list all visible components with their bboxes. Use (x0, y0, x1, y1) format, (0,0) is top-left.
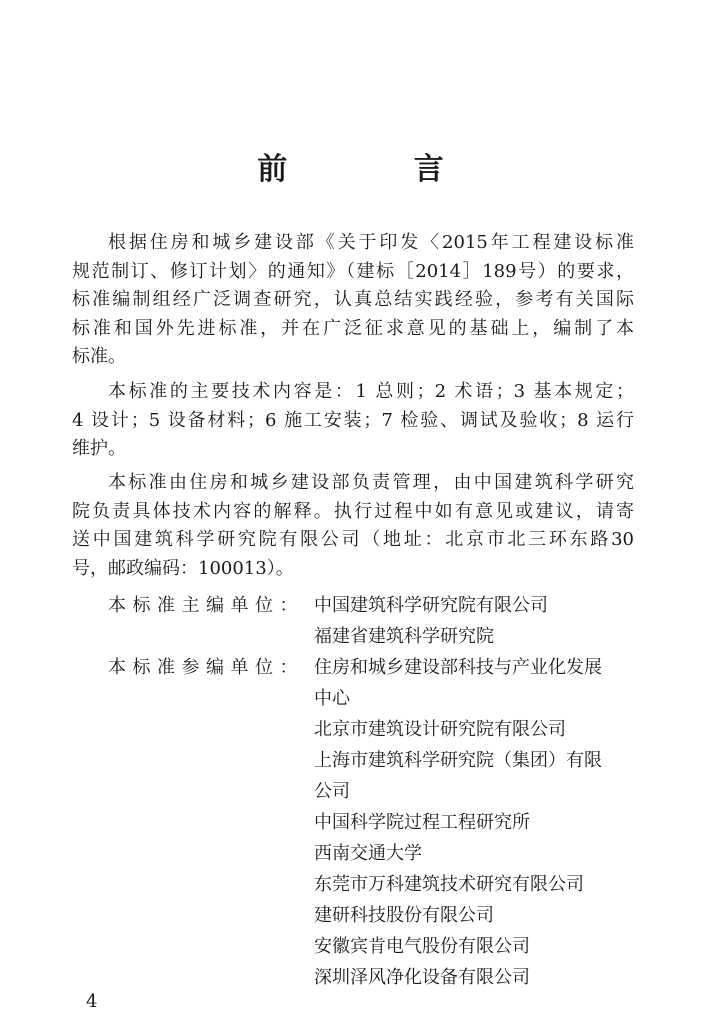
paragraph-line: 标准编制组经广泛调查研究，认真总结实践经验，参考有关国际 (72, 289, 634, 310)
paragraph-basis (72, 229, 634, 372)
paragraph-line: 标准和国外先进标准，并在广泛征求意见的基础上，编制了本 (72, 317, 634, 339)
page-number: 4 (86, 991, 98, 1012)
paragraph-line: 院负责具体技术内容的解释。执行过程中如有意见或建议，请寄 (72, 500, 634, 522)
paragraph-line: 4 设计；5 设备材料；6 施工安装；7 检验、调试及验收；8 运行 (72, 409, 634, 431)
chief-editor-label: 本标准主编单位： (108, 595, 304, 616)
paragraph-line: 维护。 (72, 438, 126, 459)
participating-editor-unit: 深圳泽风净化设备有限公司 (314, 967, 530, 988)
paragraph-management (72, 469, 634, 583)
participating-editor-unit: 西南交通大学 (314, 843, 422, 864)
chief-editor-list (314, 590, 648, 652)
participating-editor-row (108, 652, 648, 993)
participating-editor-unit: 上海市建筑科学研究院（集团）有限 (314, 750, 602, 771)
paragraph-line: 本标准的主要技术内容是：1 总则；2 术语；3 基本规定； (108, 381, 634, 402)
chief-editor-unit: 福建省建筑科学研究院 (314, 626, 494, 647)
page-title: 前 言 (257, 152, 502, 187)
participating-editor-unit: 安徽宾肯电气股份有限公司 (314, 936, 530, 957)
participating-editor-unit: 北京市建筑设计研究院有限公司 (314, 719, 566, 740)
participating-editor-unit: 建研科技股份有限公司 (314, 905, 494, 926)
participating-editor-list (314, 652, 648, 993)
paragraph-line: 规范制订、修订计划〉的通知》（建标［2014］189号）的要求， (72, 260, 634, 282)
paragraph-line: 根据住房和城乡建设部《关于印发〈2015年工程建设标准 (108, 232, 634, 253)
editor-units (108, 590, 648, 993)
paragraph-contents (72, 378, 634, 464)
participating-editor-unit: 中心 (314, 688, 350, 709)
paragraph-line: 送中国建筑科学研究院有限公司（地址：北京市北三环东路30 (72, 529, 634, 550)
participating-editor-unit: 东莞市万科建筑技术研究有限公司 (314, 874, 584, 895)
participating-editor-label: 本标准参编单位： (108, 657, 304, 678)
chief-editor-row (108, 590, 648, 652)
participating-editor-unit: 中国科学院过程工程研究所 (314, 812, 530, 833)
chief-editor-unit: 中国建筑科学研究院有限公司 (314, 595, 548, 616)
paragraph-line: 标准。 (72, 346, 126, 367)
paragraph-line: 号，邮政编码：100013）。 (72, 557, 294, 579)
participating-editor-unit: 公司 (314, 781, 350, 802)
paragraph-line: 本标准由住房和城乡建设部负责管理，由中国建筑科学研究 (108, 472, 634, 493)
participating-editor-unit: 住房和城乡建设部科技与产业化发展 (314, 657, 602, 678)
